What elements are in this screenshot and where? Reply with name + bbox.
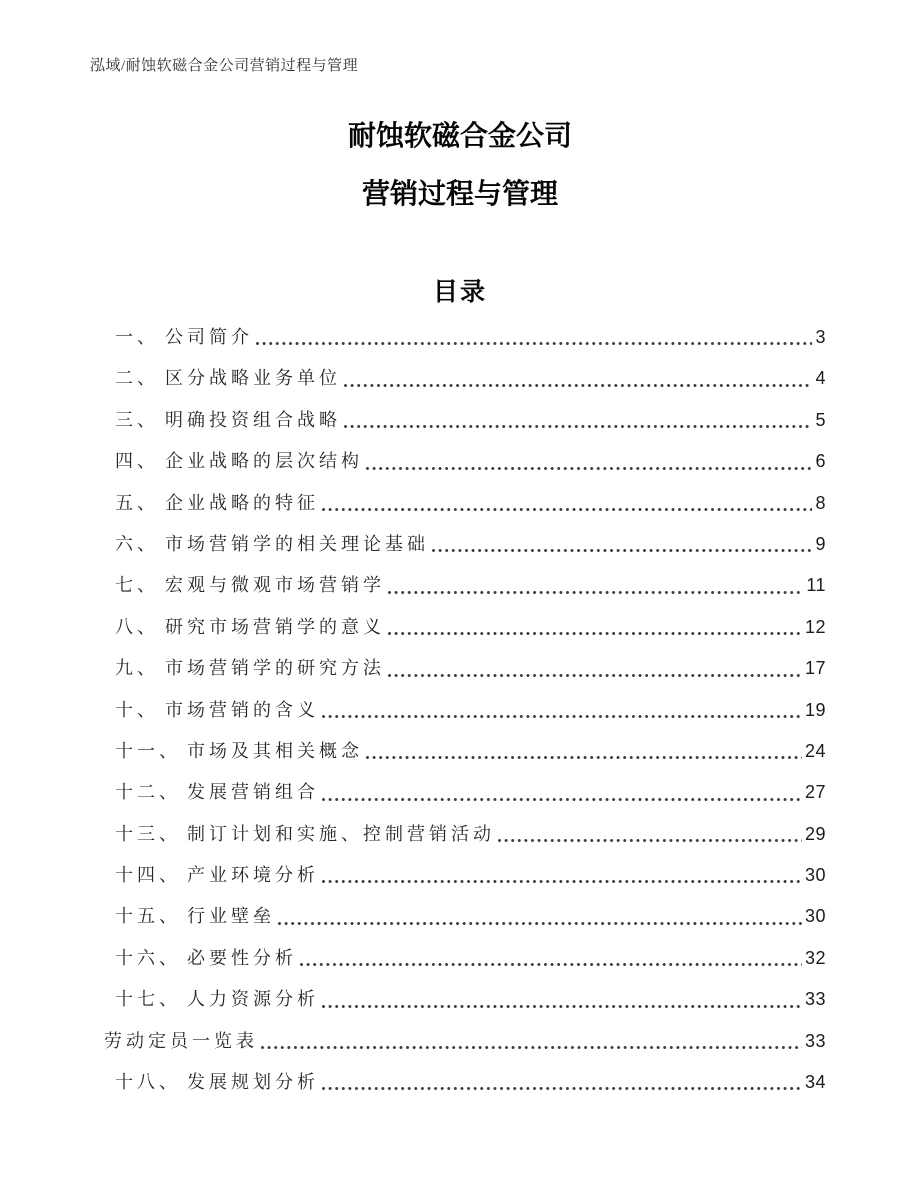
toc-entry-page-number: 27 xyxy=(804,782,826,803)
toc-entry[interactable] xyxy=(90,896,826,937)
toc-entry-number: 十六、 xyxy=(115,947,181,968)
toc-entry-page-number: 3 xyxy=(815,327,826,347)
toc-entry[interactable] xyxy=(90,855,826,896)
toc-entry-title: 发展营销组合 xyxy=(187,782,319,803)
toc-entry-number: 九、 xyxy=(115,658,159,679)
toc-entry-title: 行业壁垒 xyxy=(187,906,275,927)
toc-entry-number: 四、 xyxy=(115,451,159,472)
toc-entry[interactable] xyxy=(90,524,826,565)
toc-entry[interactable] xyxy=(90,607,826,648)
toc-dot-leader xyxy=(363,731,805,772)
toc-entry-page-number: 8 xyxy=(815,492,826,513)
toc-entry-page-number: 6 xyxy=(815,451,826,472)
toc-entry-title: 制订计划和实施、控制营销活动 xyxy=(187,823,495,844)
toc-entry[interactable] xyxy=(90,1021,826,1062)
toc-dot-leader xyxy=(258,1021,805,1062)
toc-entry-number: 三、 xyxy=(115,409,159,430)
toc-entry-page-number: 17 xyxy=(804,658,826,679)
toc-entry[interactable] xyxy=(90,979,826,1020)
toc-entry-page-number: 5 xyxy=(815,409,826,430)
toc-dot-leader xyxy=(495,814,805,855)
toc-entry-number: 十二、 xyxy=(115,782,181,803)
toc-dot-leader xyxy=(385,607,805,648)
toc-entry[interactable] xyxy=(90,1062,826,1103)
toc-entry-number: 十四、 xyxy=(115,865,181,886)
toc-dot-leader xyxy=(385,565,806,606)
toc-entry-page-number: 33 xyxy=(804,1030,826,1051)
toc-entry-title: 市场及其相关概念 xyxy=(187,740,363,761)
toc-entry-page-number: 9 xyxy=(815,533,826,554)
toc-entry-number: 十八、 xyxy=(115,1072,181,1093)
toc-entry[interactable] xyxy=(90,565,826,606)
toc-dot-leader xyxy=(319,979,805,1020)
toc-entry-number: 十、 xyxy=(115,699,159,720)
toc-entry[interactable] xyxy=(90,814,826,855)
toc-entry-title: 区分战略业务单位 xyxy=(165,368,341,389)
toc-entry-number: 十一、 xyxy=(115,740,181,761)
toc-dot-leader xyxy=(275,896,805,937)
running-header: 泓域/耐蚀软磁合金公司营销过程与管理 xyxy=(90,58,359,74)
toc-entry-number: 六、 xyxy=(115,533,159,554)
toc-entry-page-number: 33 xyxy=(804,989,826,1010)
toc-entry-number: 十三、 xyxy=(115,823,181,844)
toc-entry-page-number: 19 xyxy=(804,699,826,720)
toc-entry-title: 产业环境分析 xyxy=(187,865,319,886)
toc-dot-leader xyxy=(297,938,805,979)
toc-entry-title: 市场营销学的研究方法 xyxy=(165,658,385,679)
toc-entry-number: 七、 xyxy=(115,575,159,596)
toc-entry-number: 十七、 xyxy=(115,989,181,1010)
toc-entry-page-number: 4 xyxy=(815,368,826,389)
toc-entry[interactable] xyxy=(90,690,826,731)
toc-entry-page-number: 12 xyxy=(804,616,826,637)
toc-list xyxy=(90,317,826,1103)
toc-entry-title: 发展规划分析 xyxy=(187,1072,319,1093)
toc-entry-page-number: 24 xyxy=(804,740,826,761)
toc-dot-leader xyxy=(429,524,815,565)
toc-entry[interactable] xyxy=(90,317,826,358)
toc-dot-leader xyxy=(319,690,805,731)
toc-entry-page-number: 30 xyxy=(804,906,826,927)
toc-dot-leader xyxy=(385,648,805,689)
toc-entry-page-number: 34 xyxy=(804,1072,826,1093)
toc-dot-leader xyxy=(253,317,815,358)
toc-entry-number: 八、 xyxy=(115,616,159,637)
toc-entry-title: 企业战略的特征 xyxy=(165,492,319,513)
toc-dot-leader xyxy=(341,358,815,399)
toc-entry-title: 公司简介 xyxy=(165,327,253,347)
toc-entry-title: 研究市场营销学的意义 xyxy=(165,616,385,637)
toc-dot-leader xyxy=(319,855,805,896)
toc-entry-title: 市场营销学的相关理论基础 xyxy=(165,533,429,554)
toc-entry-title: 必要性分析 xyxy=(187,947,297,968)
toc-entry-title: 市场营销的含义 xyxy=(165,699,319,720)
toc-entry-number: 一、 xyxy=(115,327,159,347)
toc-entry[interactable] xyxy=(90,731,826,772)
toc-entry-page-number: 11 xyxy=(806,575,826,596)
toc-entry-number: 五、 xyxy=(115,492,159,513)
toc-dot-leader xyxy=(363,441,815,482)
toc-entry[interactable] xyxy=(90,400,826,441)
toc-dot-leader xyxy=(319,483,815,524)
toc-entry-number: 二、 xyxy=(115,368,159,389)
toc-heading: 目录 xyxy=(432,278,487,306)
toc-dot-leader xyxy=(319,1062,805,1103)
toc-entry[interactable] xyxy=(90,648,826,689)
toc-entry-title: 劳动定员一览表 xyxy=(104,1030,258,1051)
toc-entry-title: 明确投资组合战略 xyxy=(165,409,341,430)
toc-entry-title: 企业战略的层次结构 xyxy=(165,451,363,472)
toc-entry-page-number: 29 xyxy=(804,823,826,844)
toc-entry-page-number: 30 xyxy=(804,865,826,886)
document-title-line2: 营销过程与管理 xyxy=(361,178,558,209)
toc-entry-page-number: 32 xyxy=(804,947,826,968)
toc-entry[interactable] xyxy=(90,483,826,524)
toc-dot-leader xyxy=(319,772,805,813)
toc-entry-number: 十五、 xyxy=(115,906,181,927)
toc-entry[interactable] xyxy=(90,441,826,482)
document-title-line1: 耐蚀软磁合金公司 xyxy=(347,120,572,151)
toc-entry-title: 宏观与微观市场营销学 xyxy=(165,575,385,596)
toc-dot-leader xyxy=(341,400,815,441)
toc-entry-title: 人力资源分析 xyxy=(187,989,319,1010)
toc-entry[interactable] xyxy=(90,358,826,399)
toc-entry[interactable] xyxy=(90,772,826,813)
toc-entry[interactable] xyxy=(90,938,826,979)
